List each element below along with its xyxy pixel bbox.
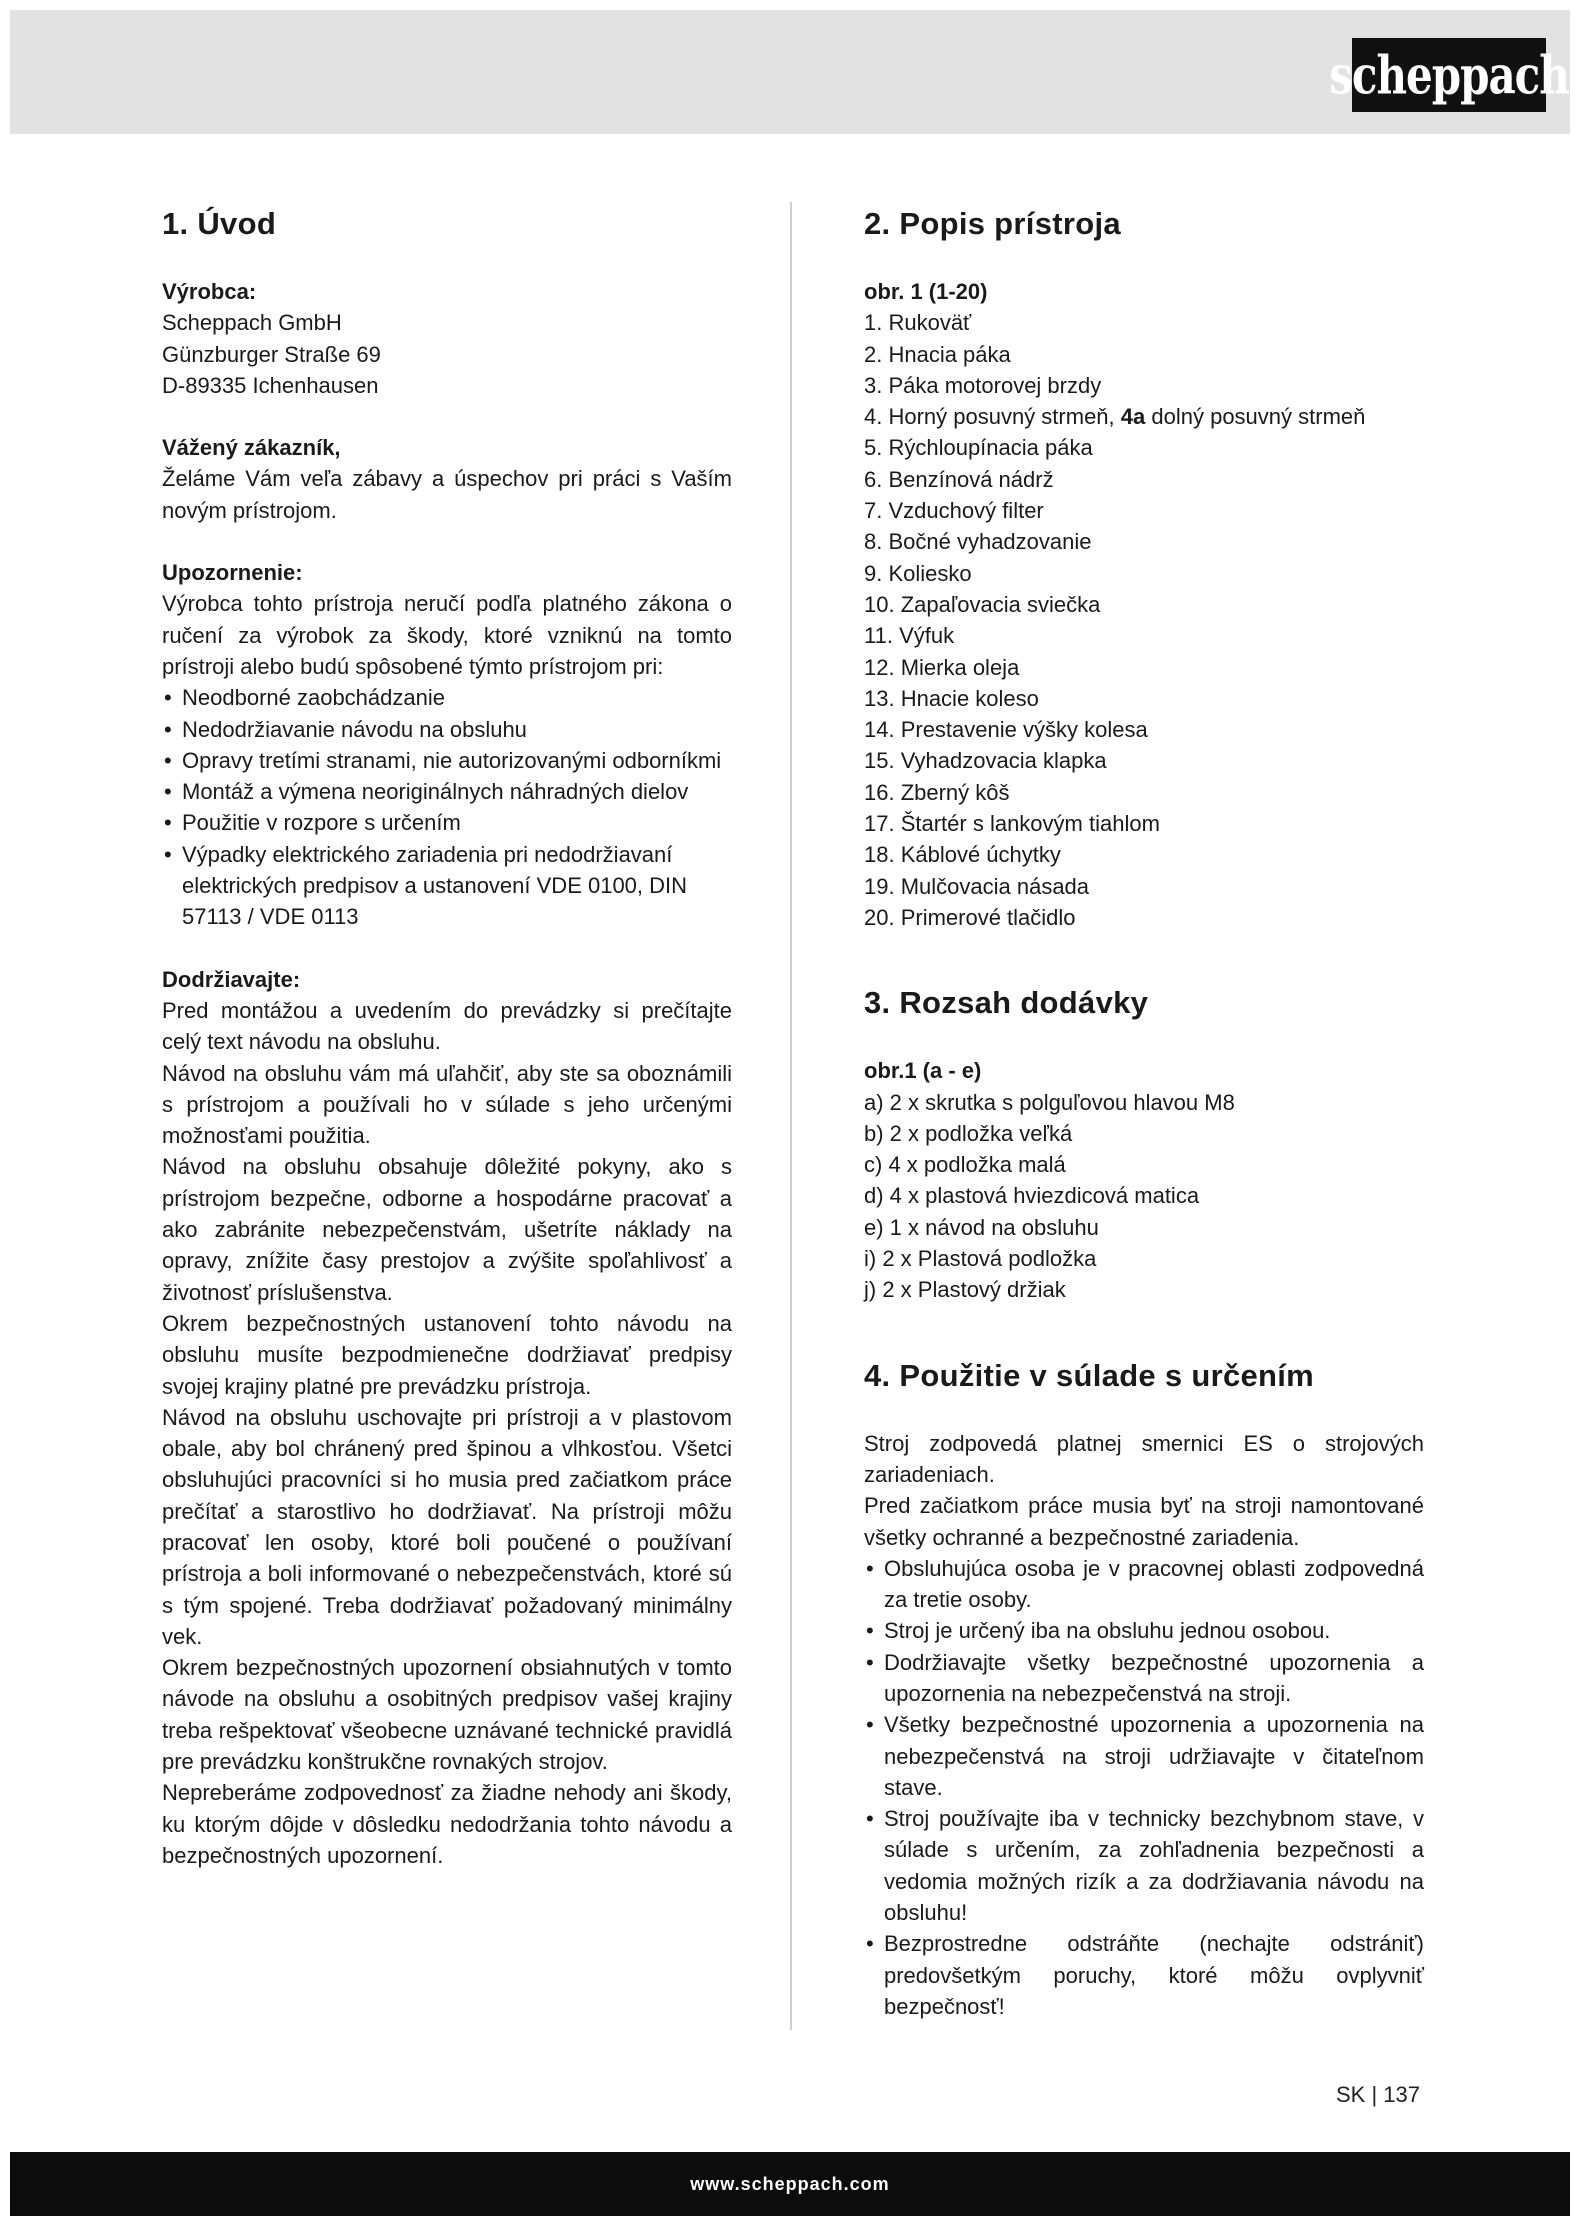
list-item: 17. Štartér s lankovým tiahlom: [864, 811, 1160, 837]
list-item: c) 4 x podložka malá: [864, 1152, 1066, 1178]
dear-customer-text: Želáme Vám veľa zábavy a úspechov pri práci s Vaším novým prístrojom.: [162, 466, 732, 523]
list-item: • Stroj je určený iba na obsluhu jednou osobou.: [864, 1615, 1424, 1646]
list-item: 13. Hnacie koleso: [864, 685, 1039, 711]
list-item: 3. Páka motorovej brzdy: [864, 372, 1102, 398]
column-divider: [790, 202, 792, 2030]
right-column: [864, 200, 1424, 2022]
list-item: d) 4 x plastová hviezdicová matica: [864, 1183, 1200, 1209]
observe-paragraph: Návod na obsluhu uschovajte pri prístroji a v plastovom obale, aby bol chránený pred špinou a vlhkosťou. Všetci obsluhujúci pracovníci si ho musia pred začiatkom práce prečítať a starostlivo ho dodržiavať. Na prístroji môžu pracovať len osoby, ktoré boli poučené o používaní prístroja a boli informované o nebezpečenstvách, ktoré sú s tým spojené. Treba dodržiavať požadovaný minimálny vek.: [162, 1404, 732, 1649]
website-link[interactable]: www.scheppach.com: [690, 2173, 890, 2194]
list-item: 18. Káblové úchytky: [864, 842, 1061, 868]
parts-list: [864, 307, 1424, 933]
list-item: 9. Koliesko: [864, 560, 972, 586]
observe-paragraph: Okrem bezpečnostných ustanovení tohto návodu na obsluhu musíte bezpodmienečne dodržiavať predpisy svojej krajiny platné pre prevádzku prístroja.: [162, 1310, 732, 1399]
section-4-title: 4. Použitie v súlade s určením: [864, 1357, 1315, 1393]
list-item: j) 2 x Plastový držiak: [864, 1277, 1066, 1303]
list-item: 11. Výfuk: [864, 623, 955, 649]
list-item: • Použitie v rozpore s určením: [162, 807, 732, 838]
list-item: • Výpadky elektrického zariadenia pri nedodržiavaní elektrických predpisov a ustanovení VDE 0100, DIN 57113 / VDE 0113: [162, 839, 732, 933]
manufacturer-line: Günzburger Straße 69: [162, 341, 381, 367]
footer-bar: [10, 2152, 1570, 2216]
list-item: • Montáž a výmena neoriginálnych náhradných dielov: [162, 776, 732, 807]
observe-label: Dodržiavajte:: [162, 966, 301, 992]
manufacturer-label: Výrobca:: [162, 279, 257, 304]
observe-paragraph: Návod na obsluhu vám má uľahčiť, aby ste sa oboznámili s prístrojom a používali ho v súlade s jeho určenými možnosťami použitia.: [162, 1060, 732, 1149]
list-item: • Všetky bezpečnostné upozornenia a upozornenia na nebezpečenstvá na stroji udržiavajte v čitateľnom stave.: [864, 1709, 1424, 1803]
list-item: 4. Horný posuvný strmeň, 4a dolný posuvný strmeň: [864, 404, 1366, 430]
delivery-list: [864, 1087, 1424, 1306]
list-item: • Nedodržiavanie návodu na obsluhu: [162, 714, 732, 745]
list-item: b) 2 x podložka veľká: [864, 1120, 1073, 1146]
list-item: • Bezprostredne odstráňte (nechajte odstrániť) predovšetkým poruchy, ktoré môžu ovplyvniť bezpečnosť!: [864, 1928, 1424, 2022]
section-2-title: 2. Popis prístroja: [864, 206, 1121, 241]
section-1-title: 1. Úvod: [162, 206, 277, 241]
list-item: 2. Hnacia páka: [864, 341, 1011, 367]
header-bar: [10, 10, 1570, 134]
observe-paragraph: Pred montážou a uvedením do prevádzky si prečítajte celý text návodu na obsluhu.: [162, 997, 732, 1055]
list-item: 5. Rýchloupínacia páka: [864, 435, 1093, 461]
notice-text: Výrobca tohto prístroja neručí podľa platného zákona o ručení za výrobok za škody, ktoré vzniknú na tomto prístroji alebo budú spôsobené týmto prístrojom pri:: [162, 591, 732, 679]
observe-paragraph: Okrem bezpečnostných upozornení obsiahnutých v tomto návode na obsluhu a osobitných predpisov vašej krajiny treba rešpektovať všeobecne uznávané technické pravidlá pre prevádzku konštrukčne rovnakých strojov.: [162, 1655, 732, 1775]
list-item: 6. Benzínová nádrž: [864, 466, 1054, 492]
list-item: 10. Zapaľovacia sviečka: [864, 591, 1101, 617]
list-item: • Stroj používajte iba v technicky bezchybnom stave, v súlade s určením, za zohľadnenia bezpečnosti a vedomia možných rizík a za dodržiavania návodu na obsluhu!: [864, 1803, 1424, 1928]
manufacturer-line: Scheppach GmbH: [162, 310, 342, 336]
list-item: • Neodborné zaobchádzanie: [162, 682, 732, 713]
list-item: • Dodržiavajte všetky bezpečnostné upozornenia a upozornenia na nebezpečenstvá na stroji.: [864, 1647, 1424, 1710]
manufacturer-line: D-89335 Ichenhausen: [162, 372, 379, 398]
intended-use-paragraph: Pred začiatkom práce musia byť na stroji namontované všetky ochranné a bezpečnostné zariadenia.: [864, 1493, 1424, 1550]
section-3-figure-ref: obr.1 (a - e): [864, 1058, 982, 1084]
scheppach-logo: scheppach: [1352, 38, 1546, 112]
list-item: e) 1 x návod na obsluhu: [864, 1214, 1099, 1240]
list-item: 12. Mierka oleja: [864, 654, 1020, 680]
observe-paragraph: Nepreberáme zodpovednosť za žiadne nehody ani škody, ku ktorým dôjde v dôsledku nedodržania tohto návodu a bezpečnostných upozornení.: [162, 1780, 732, 1868]
page-number: SK | 137: [1336, 2082, 1420, 2107]
section-3-title: 3. Rozsah dodávky: [864, 985, 1149, 1021]
list-item: • Obsluhujúca osoba je v pracovnej oblasti zodpovedná za tretie osoby.: [864, 1553, 1424, 1616]
list-item: 16. Zberný kôš: [864, 779, 1010, 805]
list-item: 1. Rukoväť: [864, 310, 972, 336]
section-2-figure-ref: obr. 1 (1-20): [864, 279, 988, 304]
list-item: i) 2 x Plastová podložka: [864, 1246, 1097, 1272]
left-column: [162, 200, 732, 1871]
list-item: • Opravy tretími stranami, nie autorizovanými odborníkmi: [162, 745, 732, 776]
notice-label: Upozornenie:: [162, 560, 303, 586]
list-item: a) 2 x skrutka s polguľovou hlavou M8: [864, 1089, 1235, 1115]
intended-use-list: [864, 1553, 1424, 2022]
list-item: 7. Vzduchový filter: [864, 498, 1044, 524]
notice-list: [162, 682, 732, 932]
list-item: 15. Vyhadzovacia klapka: [864, 748, 1107, 774]
intended-use-paragraph: Stroj zodpovedá platnej smernici ES o strojových zariadeniach.: [864, 1430, 1424, 1487]
list-item: 19. Mulčovacia násada: [864, 873, 1090, 899]
observe-paragraph: Návod na obsluhu obsahuje dôležité pokyny, ako s prístrojom bezpečne, odborne a hospodárne pracovať a ako zabránite nebezpečenstvám, ušetríte náklady na opravy, znížite časy prestojov a zvýšite spoľahlivosť a životnosť príslušenstva.: [162, 1154, 732, 1305]
list-item: 14. Prestavenie výšky kolesa: [864, 717, 1148, 743]
list-item: 8. Bočné vyhadzovanie: [864, 529, 1092, 555]
dear-customer-label: Vážený zákazník,: [162, 435, 341, 461]
list-item: 20. Primerové tlačidlo: [864, 904, 1076, 930]
